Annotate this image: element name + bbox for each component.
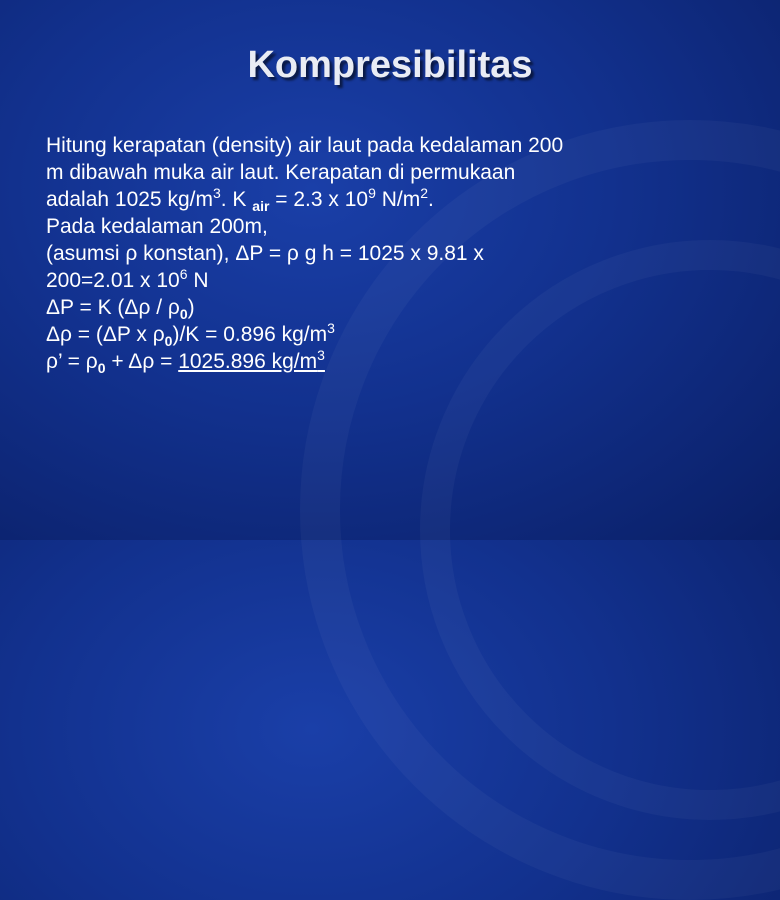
text: )/K = 0.896 kg/m	[172, 323, 328, 346]
subscript: 0	[164, 333, 173, 349]
text: (asumsi ρ konstan), ΔP = ρ g h = 1025 x 9.81 x	[46, 242, 484, 265]
text: + Δρ =	[105, 350, 179, 373]
text: N/m	[375, 188, 421, 211]
body-line-7	[46, 294, 746, 321]
text: Pada kedalaman 200m,	[46, 215, 268, 238]
text: )	[187, 296, 195, 319]
slide-body	[46, 132, 746, 375]
subscript: 0	[97, 360, 106, 376]
superscript: 3	[327, 320, 335, 336]
superscript: 6	[179, 266, 188, 282]
text: Δρ = (ΔP x ρ	[46, 323, 165, 346]
body-line-1	[46, 132, 746, 159]
text: .	[427, 188, 434, 211]
superscript: 2	[420, 185, 428, 201]
text: Hitung kerapatan (density) air laut pada kedalaman 200	[46, 134, 564, 157]
result-underlined	[178, 347, 325, 373]
subscript: air	[252, 198, 270, 214]
body-line-9	[46, 348, 746, 375]
text: 1025.896 kg/m	[178, 350, 318, 373]
subscript: 0	[179, 306, 188, 322]
text: ρ’ = ρ	[46, 350, 98, 373]
body-line-2	[46, 159, 746, 186]
text: . K	[220, 188, 253, 211]
body-line-5	[46, 240, 746, 267]
text: m dibawah muka air laut. Kerapatan di permukaan	[46, 161, 516, 184]
superscript: 9	[368, 185, 376, 201]
text: 200=2.01 x 10	[46, 269, 180, 292]
body-line-6	[46, 267, 746, 294]
text: adalah 1025 kg/m	[46, 188, 213, 211]
text: N	[187, 269, 209, 292]
body-line-3	[46, 186, 746, 213]
body-line-4	[46, 213, 746, 240]
text: = 2.3 x 10	[269, 188, 369, 211]
superscript: 3	[317, 347, 325, 363]
superscript: 3	[212, 185, 221, 201]
text: ΔP = K (Δρ / ρ	[46, 296, 180, 319]
body-line-8	[46, 321, 746, 348]
slide-title: Kompresibilitas	[247, 44, 533, 86]
